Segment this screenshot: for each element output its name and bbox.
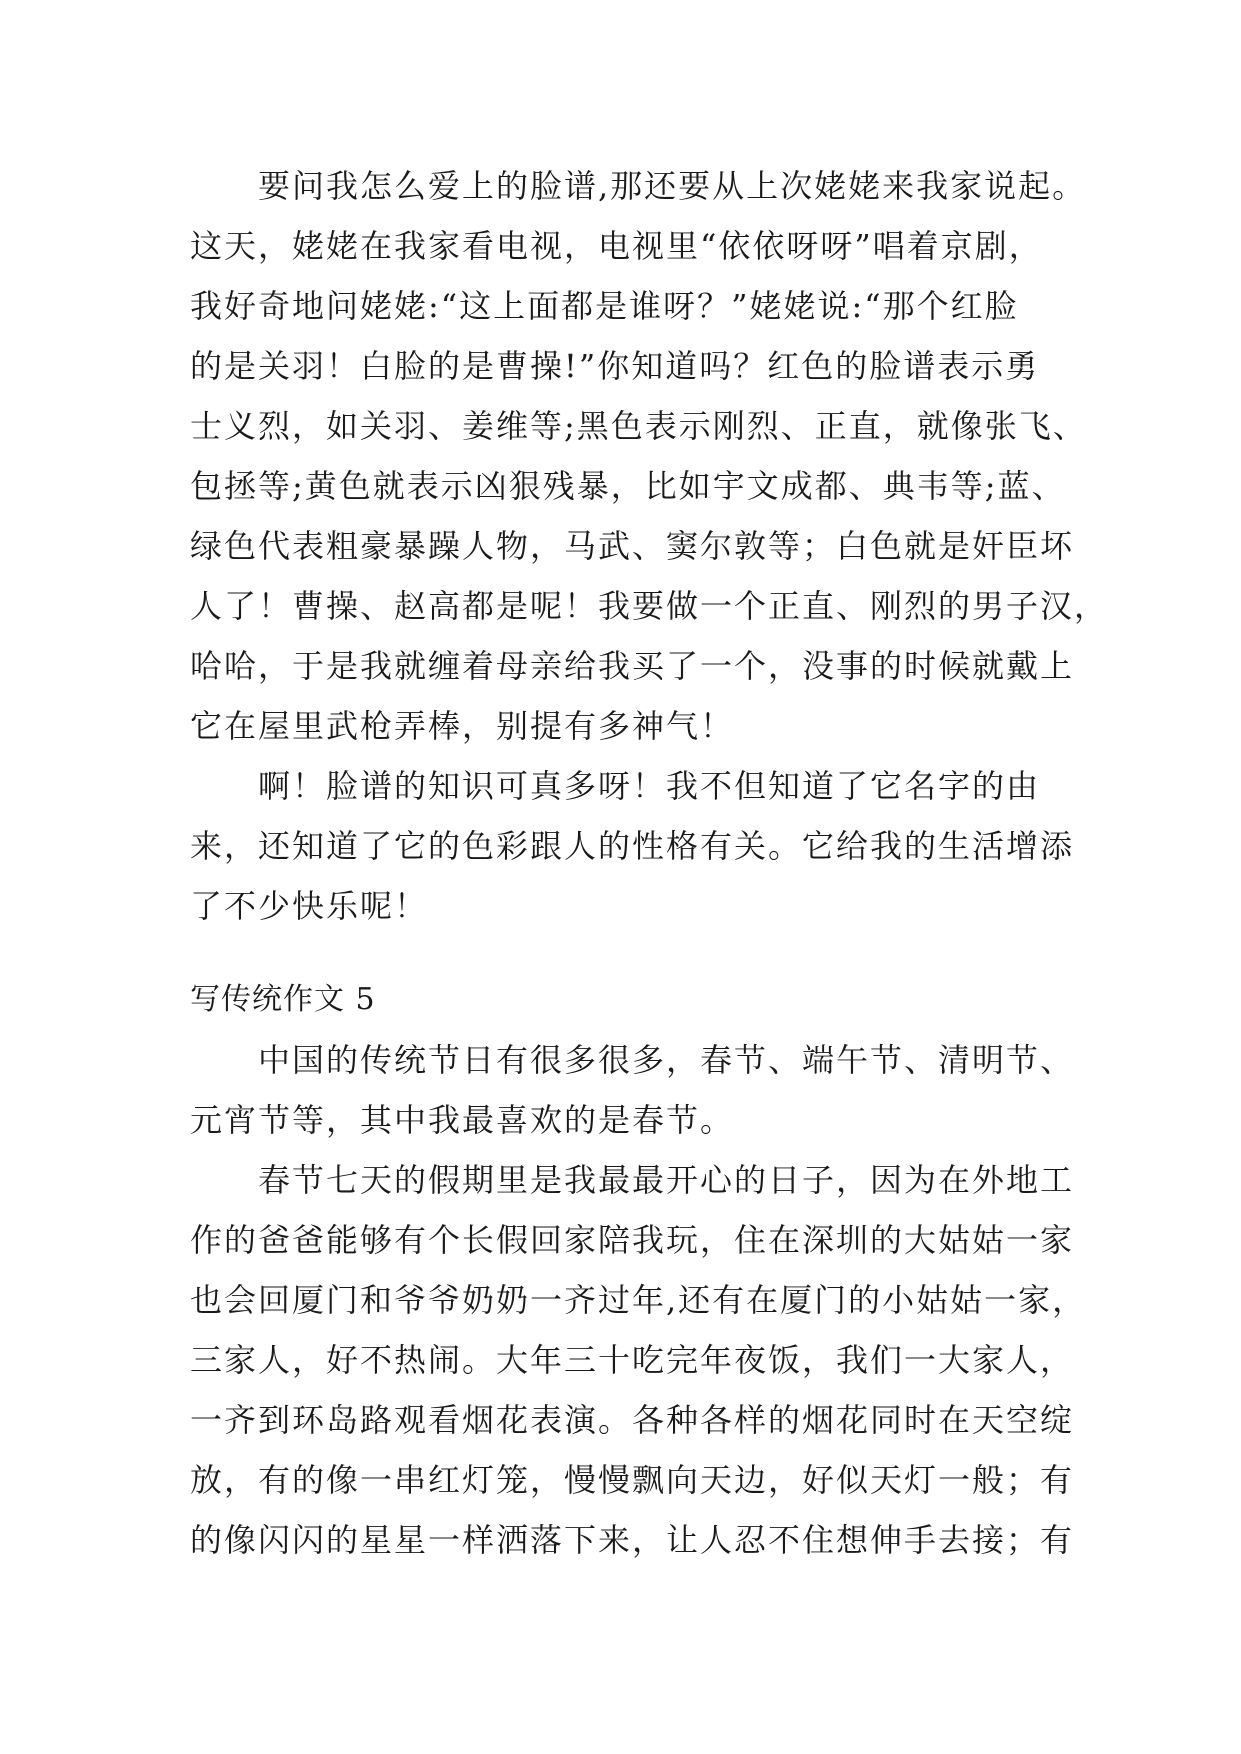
text-line: 来，还知道了它的色彩跟人的性格有关。它给我的生活增添 bbox=[190, 827, 1075, 865]
paragraph-face-masks-conclusion bbox=[190, 756, 1075, 936]
text-line: 中国的传统节日有很多很多，春节、端午节、清明节、 bbox=[258, 1041, 1075, 1079]
text-line: 了不少快乐呢！ bbox=[190, 887, 429, 925]
text-line: 要问我怎么爱上的脸谱,那还要从上次姥姥来我家说起。 bbox=[258, 167, 1087, 205]
text-line: 人了！曹操、赵高都是呢！我要做一个正直、刚烈的男子汉， bbox=[190, 587, 1109, 625]
paragraph-festivals-intro bbox=[190, 1030, 1075, 1150]
text-line: 哈哈，于是我就缠着母亲给我买了一个，没事的时候就戴上 bbox=[190, 647, 1075, 685]
text-line: 的是关羽！白脸的是曹操!”你知道吗？红色的脸谱表示勇 bbox=[190, 347, 1040, 385]
text-line: 的像闪闪的星星一样洒落下来，让人忍不住想伸手去接；有 bbox=[190, 1521, 1075, 1559]
text-line: 一齐到环岛路观看烟花表演。各种各样的烟花同时在天空绽 bbox=[190, 1401, 1075, 1439]
text-line: 作的爸爸能够有个长假回家陪我玩，住在深圳的大姑姑一家 bbox=[190, 1221, 1075, 1259]
text-line: 包拯等;黄色就表示凶狠残暴，比如宇文成都、典韦等;蓝、 bbox=[190, 467, 1066, 505]
text-line: 元宵节等，其中我最喜欢的是春节。 bbox=[190, 1101, 735, 1139]
text-line: 绿色代表粗豪暴躁人物，马武、窦尔敦等；白色就是奸臣坏 bbox=[190, 527, 1075, 565]
paragraph-spring-festival bbox=[190, 1150, 1087, 1570]
section-spacer bbox=[190, 936, 1070, 970]
document-body bbox=[190, 156, 1109, 1570]
text-line: 我好奇地问姥姥:“这上面都是谁呀？”姥姥说:“那个红脸 bbox=[190, 287, 1019, 325]
text-line: 春节七天的假期里是我最最开心的日子，因为在外地工 bbox=[258, 1161, 1075, 1199]
text-line: 放，有的像一串红灯笼，慢慢飘向天边，好似天灯一般；有 bbox=[190, 1461, 1075, 1499]
text-line: 这天，姥姥在我家看电视，电视里“依依呀呀”唱着京剧， bbox=[190, 227, 1043, 265]
text-line: 也会回厦门和爷爷奶奶一齐过年,还有在厦门的小姑姑一家， bbox=[190, 1281, 1087, 1319]
text-line: 它在屋里武枪弄棒，别提有多神气！ bbox=[190, 707, 735, 745]
paragraph-face-masks-intro bbox=[190, 156, 1109, 756]
text-line: 士义烈，如关羽、姜维等;黑色表示刚烈、正直，就像张飞、 bbox=[190, 407, 1087, 445]
text-line: 三家人，好不热闹。大年三十吃完年夜饭，我们一大家人， bbox=[190, 1341, 1075, 1379]
text-line: 啊！脸谱的知识可真多呀！我不但知道了它名字的由 bbox=[258, 767, 1041, 805]
section-heading: 写传统作文 5 bbox=[190, 982, 376, 1017]
